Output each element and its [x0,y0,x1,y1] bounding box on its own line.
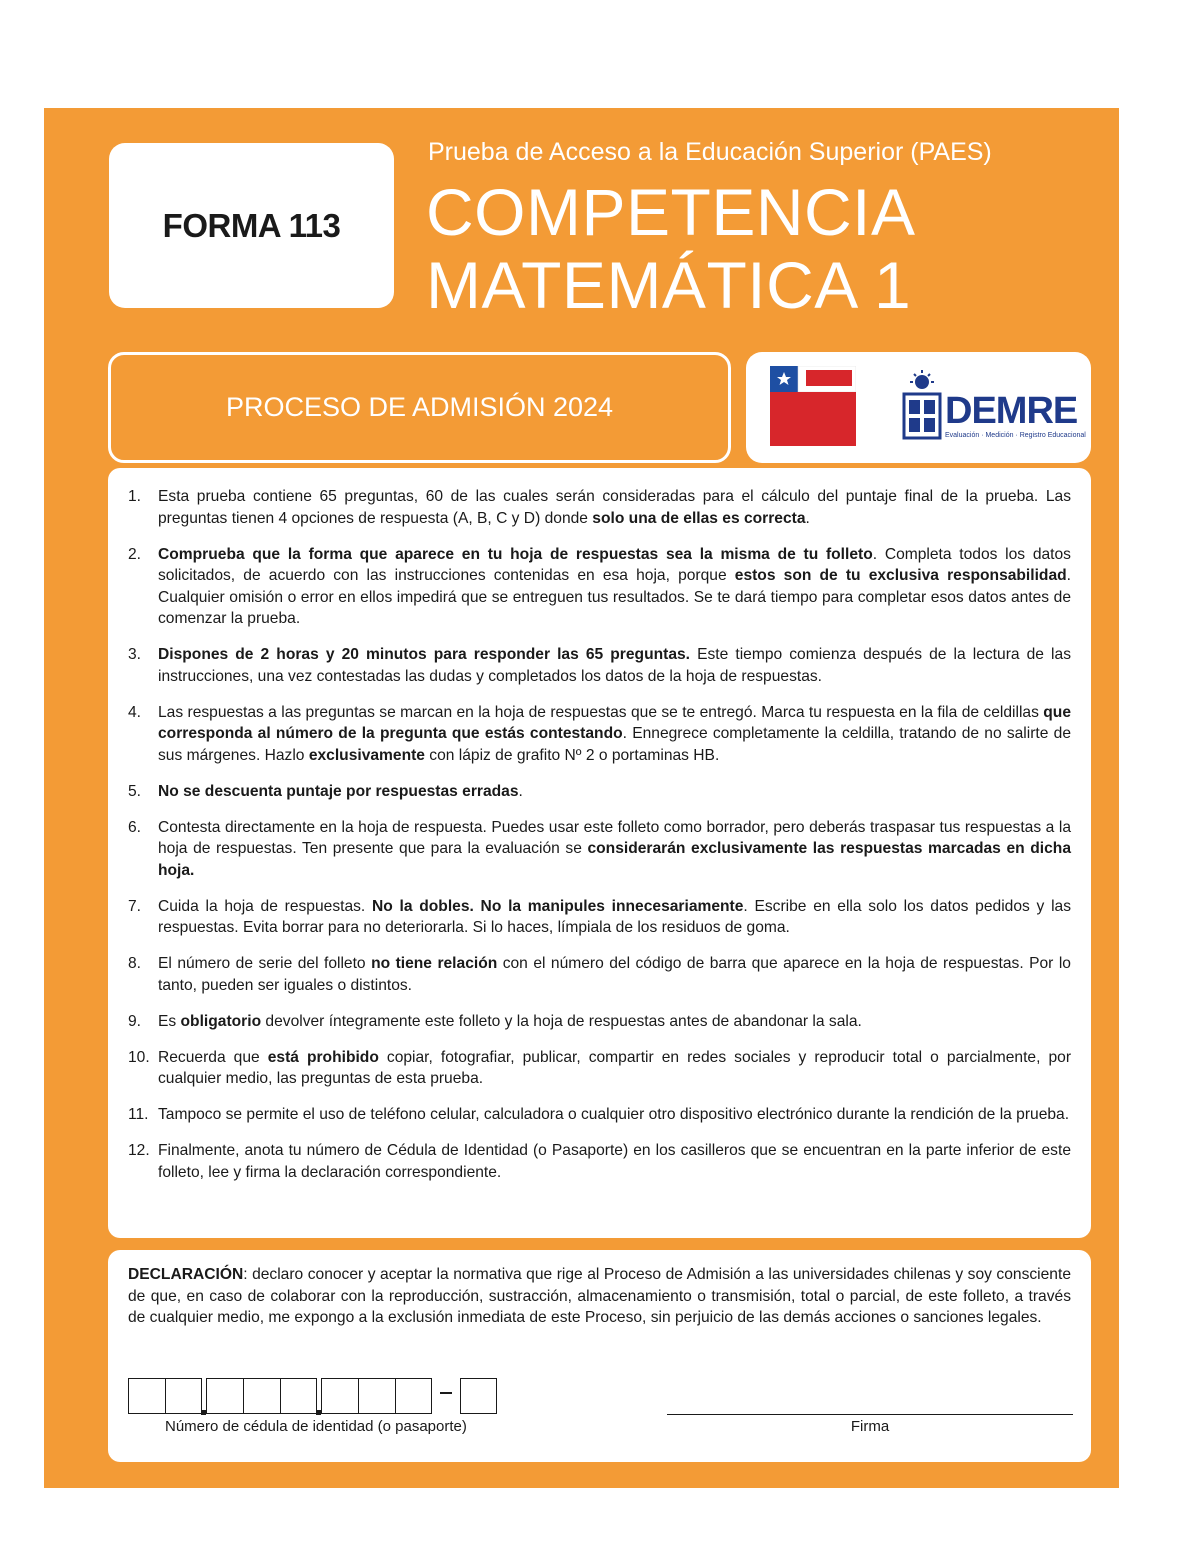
instruction-number: 4. [128,703,142,721]
instruction-item [128,1047,1071,1090]
instruction-number: 2. [128,545,142,563]
instruction-item [128,781,1071,803]
instruction-text: El número de serie del folleto [158,955,372,972]
title-line-2: MATEMÁTICA 1 [426,248,912,322]
demre-emblem-icon [901,370,943,442]
instruction-item [128,1011,1071,1033]
instruction-item [128,896,1071,939]
instruction-item [128,544,1071,630]
instruction-text: Cuida la hoja de respuestas. [158,897,372,915]
forma-label: FORMA 113 [162,206,341,244]
instruction-number: 6. [128,818,142,836]
instruction-item [128,486,1071,529]
instruction-item [128,644,1071,687]
cover-page [44,108,1119,1488]
instruction-item [128,702,1071,767]
instruction-bold-text: que corresponda al número de la pregunta que estás contestando [158,703,1071,742]
instruction-text: devolver íntegramente este folleto y la hoja de respuestas antes de abandonar la sala. [261,1012,862,1030]
proceso-label: PROCESO DE ADMISIÓN 2024 [225,392,614,422]
instruction-number: 7. [128,897,142,915]
instruction-number: 1. [128,488,142,505]
instructions-box [108,468,1091,1238]
cedula-label: Número de cédula de identidad (o pasaporte) [165,1418,467,1435]
title-line-1: COMPETENCIA [426,175,916,249]
instruction-item [128,1140,1071,1183]
instruction-text: Contesta directamente en la hoja de respuesta. Puedes usar este folleto como borrador, pero deberás traspasar tus respuestas a la hoja de respuestas. Ten presente que para la evaluación se [158,818,1071,857]
signature-label: Firma [850,1418,890,1435]
instruction-text: . Escribe en ella solo los datos pedidos y las respuestas. Evita borrar para no deteriorarla. Si lo haces, límpiala de los residuos de goma. [158,897,1071,936]
cedula-digit-box[interactable] [128,1378,165,1414]
instruction-text: . Cualquier omisión o error en ellos impedirá que se entreguen tus resultados. Se te dará tiempo para completar esos datos antes de comenzar la prueba. [158,567,1071,627]
forma-box [109,143,394,308]
instruction-bold-text: está prohibido [267,1048,379,1066]
instruction-bold-text: Dispones de 2 horas y 20 minutos para responder las 65 preguntas. [158,646,690,663]
instruction-number: 5. [128,782,142,800]
instruction-number: 3. [128,646,142,663]
cedula-boxes[interactable] [128,1376,497,1414]
instruction-text: Las respuestas a las preguntas se marcan en la hoja de respuestas que se te entregó. Marca tu respuesta en la fila de celdillas [158,703,1044,721]
instruction-bold-text: no tiene relación [371,955,498,972]
instruction-bold-text: estos son de tu exclusiva responsabilidad [734,567,1067,584]
instruction-bold-text: No la dobles. No la manipules innecesariamente [371,897,744,915]
instruction-text: Finalmente, anota tu número de Cédula de Identidad (o Pasaporte) en los casilleros que se encuentran en la parte inferior de este folleto, lee y firma la declaración correspondiente. [158,1142,1071,1181]
cedula-digit-box[interactable] [280,1378,317,1414]
separator-dash [432,1378,460,1414]
instruction-bold-text: solo una de ellas es correcta [592,509,806,527]
instruction-bold-text: No se descuenta puntaje por respuestas erradas [158,782,519,800]
instruction-item [128,1104,1071,1126]
instruction-number: 12. [128,1142,150,1159]
instruction-text: . Completa todos los datos solicitados, de acuerdo con las instrucciones contenidas en esa hoja, porque [158,545,1071,584]
gobierno-de-chile-logo [770,366,856,446]
instruction-bold-text: exclusivamente [308,746,425,764]
instruction-text: copiar, fotografiar, publicar, compartir en redes sociales y reproducir total o parcialmente, por cualquier medio, las preguntas de esta prueba. [158,1048,1072,1087]
instruction-number: 10. [128,1048,150,1066]
declaration-label: DECLARACIÓN [128,1266,244,1283]
separator-dot [202,1378,206,1414]
cedula-digit-box[interactable] [321,1378,358,1414]
instruction-text: Tampoco se permite el uso de teléfono celular, calculadora o cualquier otro dispositivo electrónico durante la rendición de la prueba. [158,1106,1070,1123]
cedula-digit-box[interactable] [206,1378,243,1414]
instruction-text: . [805,509,810,527]
cedula-digit-box[interactable] [395,1378,432,1414]
proceso-box [108,352,731,463]
test-title [426,176,916,322]
instruction-item [128,817,1071,882]
cedula-digit-box[interactable] [358,1378,395,1414]
cedula-digit-box[interactable] [165,1378,202,1414]
instruction-number: 8. [128,955,142,972]
cedula-digit-box[interactable] [243,1378,280,1414]
declaration-body: : declaro conocer y aceptar la normativa que rige al Proceso de Admisión a las universidades chilenas y soy consciente de que, en caso de colaborar con la reproducción, sustracción, almacenamiento o transmisión, total o parcial, de este folleto, a través de cualquier medio, me expongo a la exclusión inmediata de este Proceso, sin perjuicio de las demás acciones o sanciones legales. [128,1266,1071,1326]
instruction-bold-text: considerarán exclusivamente las respuestas marcadas en dicha hoja. [158,840,1072,879]
instruction-text: Este tiempo comienza después de la lectura de las instrucciones, una vez contestadas las dudas y completados los datos de la hoja de respuestas. [158,646,1071,685]
instruction-text: Recuerda que [158,1048,268,1066]
separator-dot [317,1378,321,1414]
instruction-text: Es [158,1012,181,1030]
demre-tagline: Evaluación · Medición · Registro Educacional [945,432,1086,439]
instruction-number: 11. [128,1106,149,1123]
instruction-text: con el número del código de barra que aparece en la hoja de respuestas. Por lo tanto, pueden ser iguales o distintos. [158,955,1071,994]
logos-box [746,352,1091,463]
signature-line[interactable] [667,1414,1073,1415]
demre-logo [901,370,1086,450]
instruction-text: con lápiz de grafito Nº 2 o portaminas HB. [424,746,720,764]
instruction-text: Esta prueba contiene 65 preguntas, 60 de las cuales serán consideradas para el cálculo del puntaje final de la prueba. Las preguntas tienen 4 opciones de respuesta (A, B, C y D) donde [158,488,1071,527]
cedula-check-digit-box[interactable] [460,1378,497,1414]
instructions-list [108,468,1091,1183]
instruction-text: . [518,782,523,800]
instruction-item [128,953,1071,996]
instruction-bold-text: obligatorio [180,1012,262,1030]
instruction-number: 9. [128,1012,142,1030]
test-subtitle: Prueba de Acceso a la Educación Superior (PAES) [428,138,992,166]
declaration-box [108,1250,1091,1462]
declaration-text [128,1264,1071,1329]
instruction-bold-text: Comprueba que la forma que aparece en tu hoja de respuestas sea la misma de tu folleto [158,545,873,563]
instruction-text: . Ennegrece completamente la celdilla, tratando de no salirte de sus márgenes. Hazlo [158,725,1071,764]
demre-wordmark: DEMRE [945,390,1078,432]
